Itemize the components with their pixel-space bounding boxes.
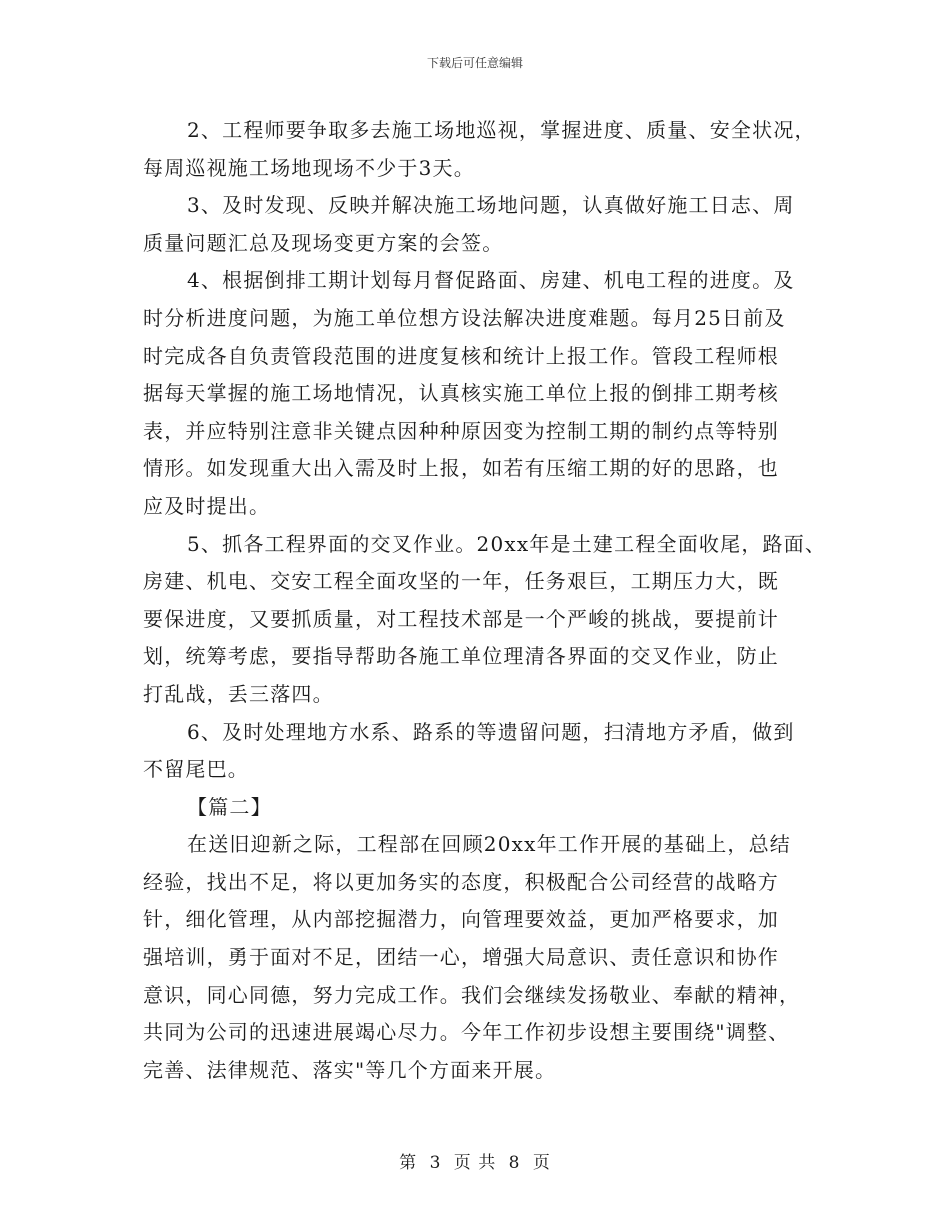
paragraph-line: 4、根据倒排工期计划每月督促路面、房建、机电工程的进度。及 (187, 268, 795, 293)
paragraph-line: 划，统筹考虑，要指导帮助各施工单位理清各界面的交叉作业，防止 (143, 644, 779, 669)
paragraph-line: 质量问题汇总及现场变更方案的会签。 (143, 230, 504, 255)
paragraph-line: 表，并应特别注意非关键点因种种原因变为控制工期的制约点等特别 (143, 418, 779, 443)
paragraph-line: 经验，找出不足，将以更加务实的态度，积极配合公司经营的战略方 (143, 869, 779, 894)
footer-suffix: 页 (532, 1153, 551, 1173)
footer-middle: 页 共 (453, 1153, 497, 1173)
paragraph-line: 3、及时发现、反映并解决施工场地问题，认真做好施工日志、周 (187, 193, 795, 218)
paragraph-line: 情形。如发现重大出入需及时上报，如若有压缩工期的好的思路，也 (143, 456, 779, 481)
page-header: 下载后可任意编辑 (426, 56, 523, 70)
paragraph-line: 完善、法律规范、落实"等几个方面来开展。 (143, 1057, 557, 1082)
paragraph-line: 应及时提出。 (143, 493, 271, 518)
paragraph-line: 共同为公司的迅速进展竭心尽力。今年工作初步设想主要围绕"调整、 (143, 1020, 790, 1045)
paragraph-line: 打乱战，丢三落四。 (143, 681, 334, 706)
section-heading: 【篇二】 (187, 794, 272, 819)
paragraph-line: 时分析进度问题，为施工单位想方设法解决进度难题。每月25日前及 (143, 305, 786, 330)
paragraph-line: 5、抓各工程界面的交叉作业。20xx年是土建工程全面收尾，路面、 (187, 531, 827, 556)
paragraph-line: 不留尾巴。 (143, 757, 249, 782)
total-page-count: 8 (508, 1153, 521, 1173)
paragraph-line: 针，细化管理，从内部挖掘潜力，向管理要效益，更加严格要求，加 (143, 907, 779, 932)
current-page-number: 3 (429, 1153, 442, 1173)
page-number-footer (0, 1148, 950, 1173)
paragraph-line: 房建、机电、交安工程全面攻坚的一年，任务艰巨，工期压力大，既 (143, 569, 779, 594)
paragraph-line: 意识，同心同德，努力完成工作。我们会继续发扬敬业、奉献的精神， (143, 982, 801, 1007)
footer-prefix: 第 (399, 1153, 418, 1173)
paragraph-line: 每周巡视施工场地现场不少于3天。 (143, 155, 475, 180)
paragraph-line: 6、及时处理地方水系、路系的等遗留问题，扫清地方矛盾，做到 (187, 719, 795, 744)
paragraph-line: 强培训，勇于面对不足，团结一心，增强大局意识、责任意识和协作 (143, 945, 779, 970)
paragraph-line: 要保进度，又要抓质量，对工程技术部是一个严峻的挑战，要提前计 (143, 606, 779, 631)
paragraph-line: 2、工程师要争取多去施工场地巡视，掌握进度、质量、安全状况， (187, 118, 816, 142)
paragraph-line: 据每天掌握的施工场地情况，认真核实施工单位上报的倒排工期考核 (143, 381, 779, 406)
document-body (143, 112, 833, 1089)
paragraph-line: 在送旧迎新之际，工程部在回顾20xx年工作开展的基础上，总结 (187, 832, 792, 857)
paragraph-line: 时完成各自负责管段范围的进度复核和统计上报工作。管段工程师根 (143, 343, 779, 368)
